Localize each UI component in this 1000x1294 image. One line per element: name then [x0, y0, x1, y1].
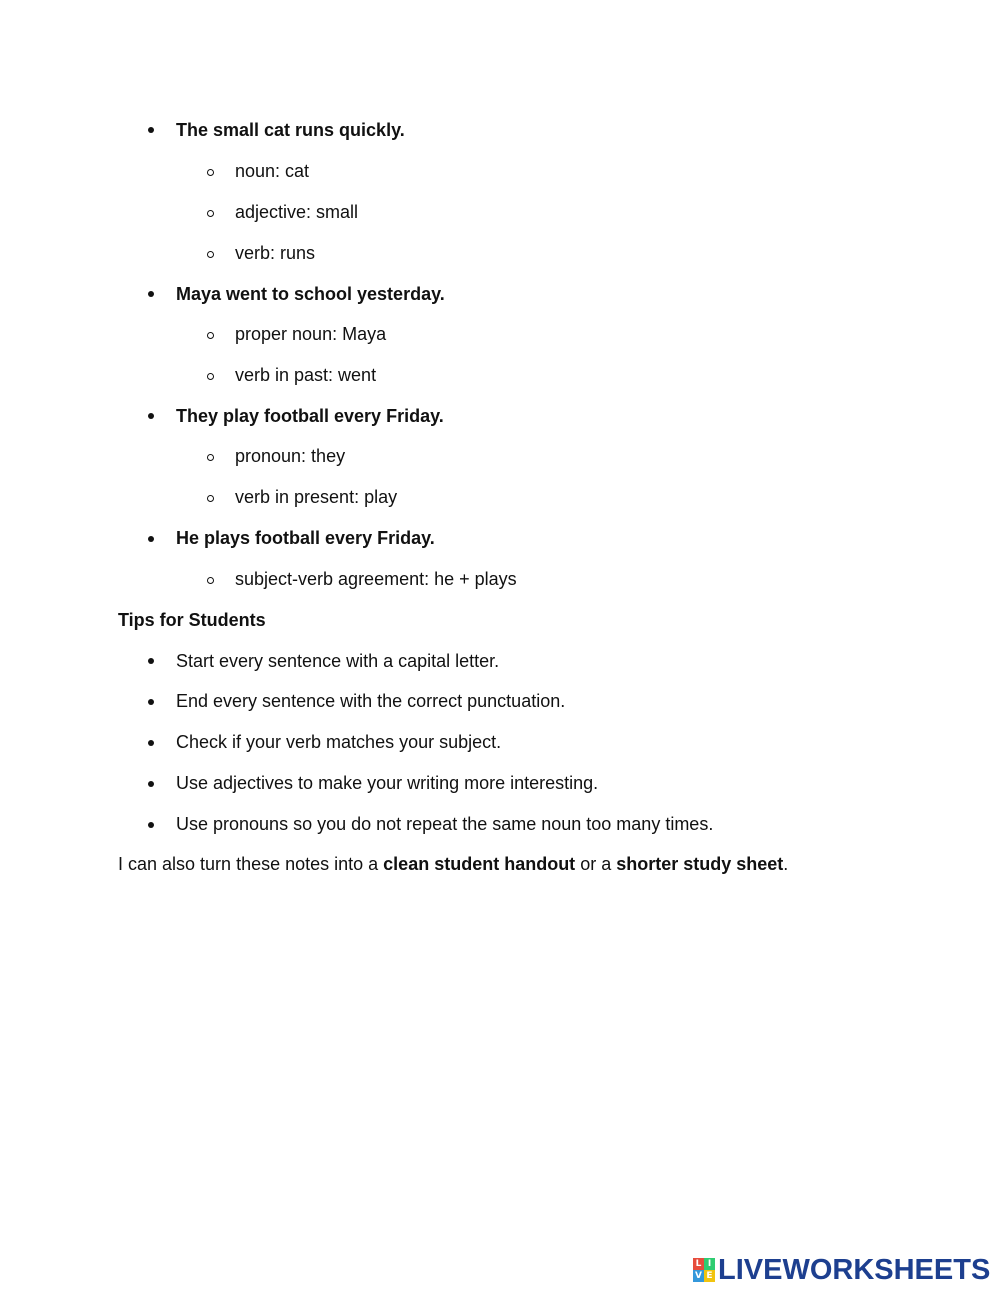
- bullet-icon: [148, 413, 154, 419]
- closing-paragraph: [118, 852, 788, 876]
- liveworksheets-logo: [693, 1255, 990, 1285]
- sub-bullet-icon: [207, 210, 214, 217]
- grammar-note: verb in present: play: [235, 487, 398, 507]
- grammar-note: subject-verb agreement: he + plays: [235, 569, 517, 589]
- bullet-icon: [148, 127, 154, 133]
- tip-item: End every sentence with the correct punctuation.: [176, 691, 566, 711]
- closing-text: or a: [575, 854, 617, 874]
- tip-item: Start every sentence with a capital letter.: [176, 651, 500, 671]
- closing-emphasis: clean student handout: [383, 854, 576, 874]
- logo-mark-letter: E: [704, 1270, 715, 1282]
- example-sentence: The small cat runs quickly.: [176, 120, 405, 140]
- example-sentence: Maya went to school yesterday.: [176, 284, 445, 304]
- closing-text: .: [783, 854, 789, 874]
- bullet-icon: [148, 740, 154, 746]
- grammar-note: verb in past: went: [235, 365, 377, 385]
- closing-emphasis: shorter study sheet: [616, 854, 784, 874]
- grammar-note: pronoun: they: [235, 446, 346, 466]
- logo-mark-icon: [693, 1258, 715, 1282]
- tip-item: Use adjectives to make your writing more interesting.: [176, 773, 599, 793]
- grammar-note: noun: cat: [235, 161, 310, 181]
- bullet-icon: [148, 658, 154, 664]
- sub-bullet-icon: [207, 577, 214, 584]
- sub-bullet-icon: [207, 169, 214, 176]
- section-heading: Tips for Students: [118, 610, 266, 630]
- closing-text: I can also turn these notes into a: [118, 854, 384, 874]
- logo-mark-letter: L: [693, 1258, 704, 1270]
- bullet-icon: [148, 781, 154, 787]
- logo-text: LIVEWORKSHEETS: [718, 1254, 991, 1286]
- bullet-icon: [148, 291, 154, 297]
- tip-item: Use pronouns so you do not repeat the same noun too many times.: [176, 814, 714, 834]
- bullet-icon: [148, 822, 154, 828]
- example-sentence: They play football every Friday.: [176, 406, 444, 426]
- sub-bullet-icon: [207, 251, 214, 258]
- sub-bullet-icon: [207, 373, 214, 380]
- sub-bullet-icon: [207, 454, 214, 461]
- logo-mark-letter: I: [704, 1258, 715, 1270]
- grammar-note: adjective: small: [235, 202, 359, 222]
- grammar-note: proper noun: Maya: [235, 324, 387, 344]
- example-sentence: He plays football every Friday.: [176, 528, 435, 548]
- grammar-note: verb: runs: [235, 243, 316, 263]
- tip-item: Check if your verb matches your subject.: [176, 732, 502, 752]
- sub-bullet-icon: [207, 332, 214, 339]
- logo-mark-letter: V: [693, 1270, 704, 1282]
- bullet-icon: [148, 699, 154, 705]
- sub-bullet-icon: [207, 495, 214, 502]
- bullet-icon: [148, 536, 154, 542]
